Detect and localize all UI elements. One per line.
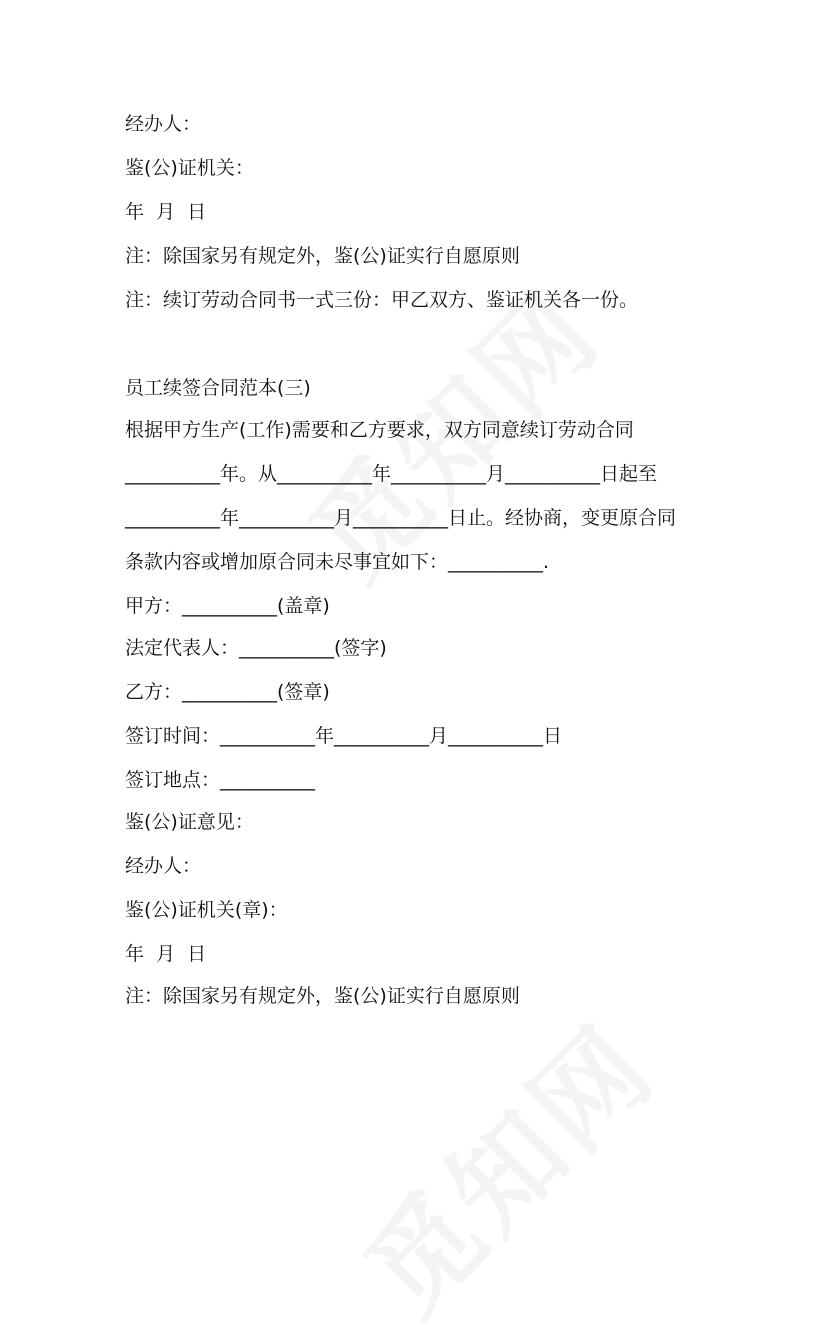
party-b-field: 乙方：__________(签章) <box>125 681 330 703</box>
notary-office-seal-label: 鉴(公)证机关(章)： <box>125 899 288 921</box>
sign-place-field: 签订地点：__________ <box>125 769 316 791</box>
paragraph-line: __________年__________月__________日止。经协商，变更原合同 <box>125 507 677 529</box>
section-title: 员工续签合同范本(三) <box>125 377 311 399</box>
handler-label: 经办人： <box>125 855 202 877</box>
paragraph-line: 条款内容或增加原合同未尽事宜如下：__________. <box>125 551 550 573</box>
paragraph-line: __________年。从__________年__________月__________日起至 <box>125 463 658 485</box>
sign-time-field: 签订时间：__________年__________月__________日 <box>125 725 563 747</box>
date-label: 年 月 日 <box>125 943 207 965</box>
note-voluntary: 注：除国家另有规定外，鉴(公)证实行自愿原则 <box>125 985 520 1007</box>
notary-opinion-label: 鉴(公)证意见： <box>125 811 254 833</box>
date-label: 年 月 日 <box>125 201 207 223</box>
note-voluntary: 注：除国家另有规定外，鉴(公)证实行自愿原则 <box>125 245 520 267</box>
party-a-field: 甲方：__________(盖章) <box>125 595 330 617</box>
legal-rep-field: 法定代表人：__________(签字) <box>125 637 387 659</box>
notary-office-label: 鉴(公)证机关： <box>125 157 254 179</box>
handler-label: 经办人： <box>125 113 202 135</box>
watermark <box>325 985 683 1343</box>
paragraph-line: 根据甲方生产(工作)需要和乙方要求，双方同意续订劳动合同 <box>125 419 634 441</box>
note-copies: 注：续订劳动合同书一式三份：甲乙双方、鉴证机关各一份。 <box>125 289 639 311</box>
